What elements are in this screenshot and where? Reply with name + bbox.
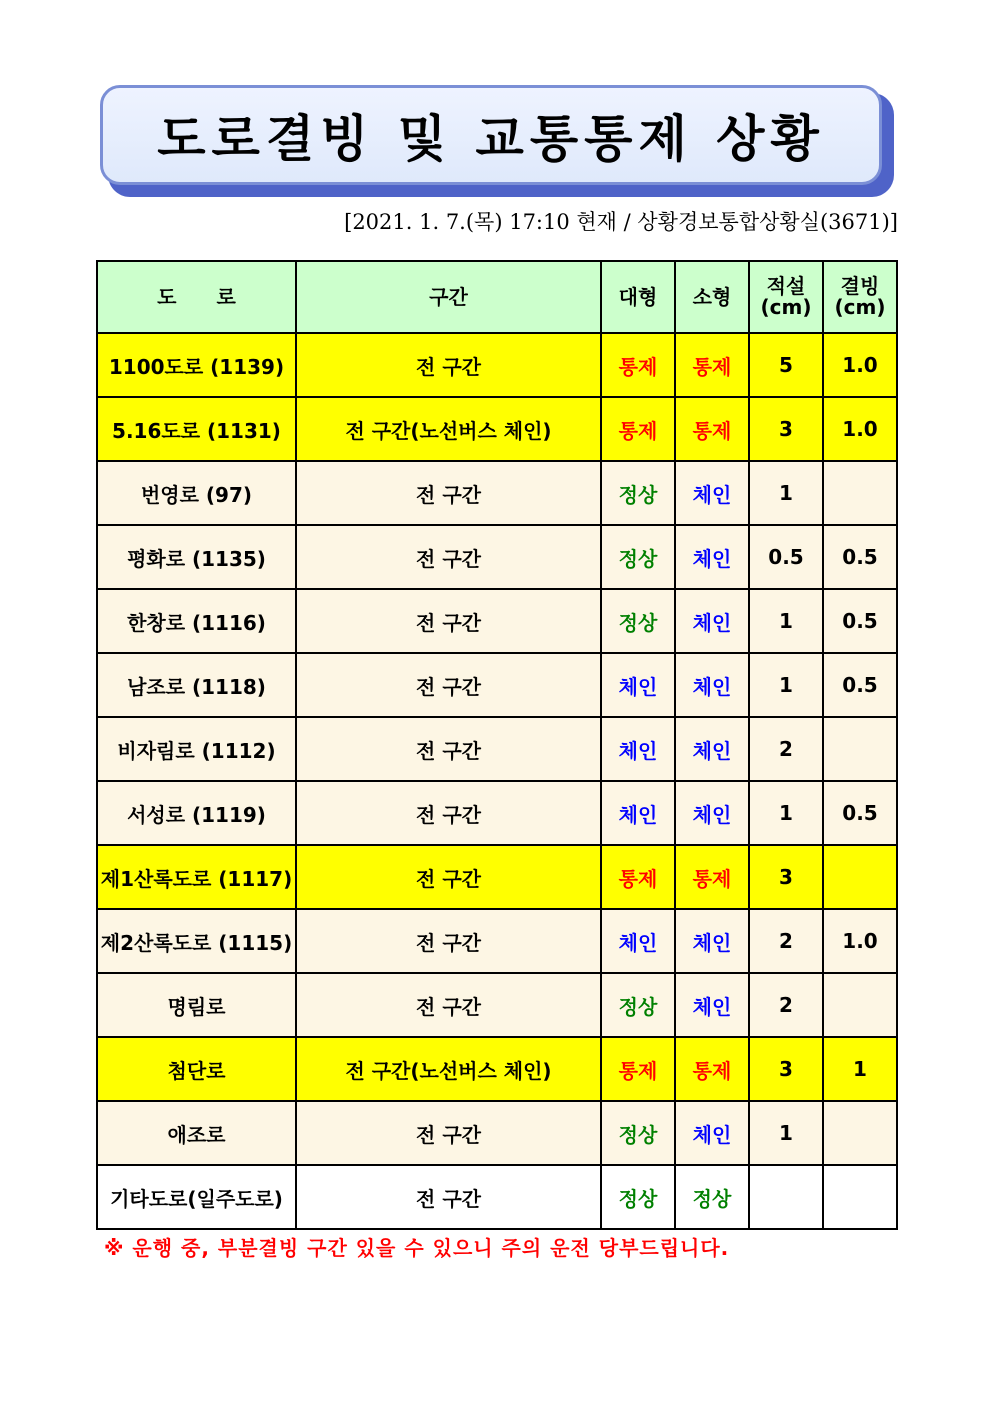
table-row — [97, 461, 897, 525]
road-name-cell: 한창로 (1116) — [97, 589, 296, 653]
table-row — [97, 845, 897, 909]
section-cell: 전 구간(노선버스 체인) — [296, 397, 601, 461]
table-row — [97, 1037, 897, 1101]
road-name-cell: 명림로 — [97, 973, 296, 1037]
section-cell: 전 구간 — [296, 333, 601, 397]
small-vehicle-status-cell: 체인 — [675, 717, 749, 781]
road-name-cell: 평화로 (1135) — [97, 525, 296, 589]
table-row — [97, 589, 897, 653]
road-status-table — [96, 260, 898, 1230]
section-cell: 전 구간(노선버스 체인) — [296, 1037, 601, 1101]
table-row — [97, 717, 897, 781]
small-vehicle-status-cell: 체인 — [675, 1101, 749, 1165]
header-snow — [749, 261, 823, 333]
large-vehicle-status-cell: 정상 — [601, 973, 675, 1037]
large-vehicle-status-cell: 통제 — [601, 1037, 675, 1101]
small-vehicle-status-cell: 정상 — [675, 1165, 749, 1229]
section-cell: 전 구간 — [296, 653, 601, 717]
header-snow-unit: (cm) — [760, 295, 812, 319]
table-row — [97, 781, 897, 845]
snow-depth-cell: 1 — [749, 461, 823, 525]
road-name-cell: 번영로 (97) — [97, 461, 296, 525]
section-cell: 전 구간 — [296, 1165, 601, 1229]
small-vehicle-status-cell: 체인 — [675, 909, 749, 973]
road-name-cell: 남조로 (1118) — [97, 653, 296, 717]
road-name-cell: 기타도로(일주도로) — [97, 1165, 296, 1229]
road-name-cell: 5.16도로 (1131) — [97, 397, 296, 461]
ice-depth-cell — [823, 973, 897, 1037]
small-vehicle-status-cell: 체인 — [675, 589, 749, 653]
table-row — [97, 1165, 897, 1229]
road-name-cell: 애조로 — [97, 1101, 296, 1165]
large-vehicle-status-cell: 정상 — [601, 1165, 675, 1229]
page-title: 도로결빙 및 교통통제 상황 — [157, 110, 825, 168]
large-vehicle-status-cell: 체인 — [601, 717, 675, 781]
table-row — [97, 973, 897, 1037]
header-small-vehicle: 소형 — [675, 261, 749, 333]
table-header-row — [97, 261, 897, 333]
table-row — [97, 653, 897, 717]
table-row — [97, 333, 897, 397]
large-vehicle-status-cell: 통제 — [601, 397, 675, 461]
table-row — [97, 397, 897, 461]
report-timestamp: [2021. 1. 7.(목) 17:10 현재 / 상황경보통합상황실(3671)] — [344, 210, 898, 234]
large-vehicle-status-cell: 통제 — [601, 333, 675, 397]
section-cell: 전 구간 — [296, 845, 601, 909]
large-vehicle-status-cell: 정상 — [601, 1101, 675, 1165]
small-vehicle-status-cell: 통제 — [675, 845, 749, 909]
ice-depth-cell — [823, 461, 897, 525]
snow-depth-cell: 0.5 — [749, 525, 823, 589]
ice-depth-cell: 0.5 — [823, 781, 897, 845]
snow-depth-cell: 3 — [749, 397, 823, 461]
snow-depth-cell: 1 — [749, 781, 823, 845]
section-cell: 전 구간 — [296, 589, 601, 653]
ice-depth-cell: 0.5 — [823, 589, 897, 653]
small-vehicle-status-cell: 체인 — [675, 461, 749, 525]
section-cell: 전 구간 — [296, 717, 601, 781]
large-vehicle-status-cell: 통제 — [601, 845, 675, 909]
ice-depth-cell: 1.0 — [823, 333, 897, 397]
snow-depth-cell: 1 — [749, 1101, 823, 1165]
ice-depth-cell — [823, 1101, 897, 1165]
small-vehicle-status-cell: 체인 — [675, 653, 749, 717]
ice-depth-cell: 1.0 — [823, 397, 897, 461]
large-vehicle-status-cell: 정상 — [601, 525, 675, 589]
small-vehicle-status-cell: 통제 — [675, 333, 749, 397]
ice-depth-cell: 1 — [823, 1037, 897, 1101]
ice-depth-cell: 0.5 — [823, 653, 897, 717]
snow-depth-cell — [749, 1165, 823, 1229]
road-name-cell: 첨단로 — [97, 1037, 296, 1101]
table-row — [97, 525, 897, 589]
ice-depth-cell: 1.0 — [823, 909, 897, 973]
road-name-cell: 제2산록도로 (1115) — [97, 909, 296, 973]
snow-depth-cell: 1 — [749, 589, 823, 653]
large-vehicle-status-cell: 체인 — [601, 781, 675, 845]
section-cell: 전 구간 — [296, 973, 601, 1037]
large-vehicle-status-cell: 정상 — [601, 461, 675, 525]
small-vehicle-status-cell: 체인 — [675, 525, 749, 589]
section-cell: 전 구간 — [296, 1101, 601, 1165]
snow-depth-cell: 5 — [749, 333, 823, 397]
ice-depth-cell: 0.5 — [823, 525, 897, 589]
ice-depth-cell — [823, 1165, 897, 1229]
header-ice-label: 결빙 — [840, 274, 880, 298]
small-vehicle-status-cell: 체인 — [675, 781, 749, 845]
header-ice — [823, 261, 897, 333]
snow-depth-cell: 2 — [749, 717, 823, 781]
road-name-cell: 제1산록도로 (1117) — [97, 845, 296, 909]
title-banner — [100, 85, 882, 185]
small-vehicle-status-cell: 통제 — [675, 397, 749, 461]
table-row — [97, 1101, 897, 1165]
ice-depth-cell — [823, 845, 897, 909]
header-ice-unit: (cm) — [834, 295, 886, 319]
section-cell: 전 구간 — [296, 781, 601, 845]
header-road: 도 로 — [97, 261, 296, 333]
large-vehicle-status-cell: 정상 — [601, 589, 675, 653]
snow-depth-cell: 2 — [749, 909, 823, 973]
snow-depth-cell: 2 — [749, 973, 823, 1037]
large-vehicle-status-cell: 체인 — [601, 909, 675, 973]
road-name-cell: 서성로 (1119) — [97, 781, 296, 845]
header-large-vehicle: 대형 — [601, 261, 675, 333]
snow-depth-cell: 3 — [749, 1037, 823, 1101]
caution-footnote: ※ 운행 중, 부분결빙 구간 있을 수 있으니 주의 운전 당부드립니다. — [104, 1236, 730, 1260]
header-snow-label: 적설 — [766, 274, 806, 298]
road-name-cell: 1100도로 (1139) — [97, 333, 296, 397]
small-vehicle-status-cell: 체인 — [675, 973, 749, 1037]
snow-depth-cell: 3 — [749, 845, 823, 909]
snow-depth-cell: 1 — [749, 653, 823, 717]
section-cell: 전 구간 — [296, 909, 601, 973]
small-vehicle-status-cell: 통제 — [675, 1037, 749, 1101]
ice-depth-cell — [823, 717, 897, 781]
section-cell: 전 구간 — [296, 461, 601, 525]
header-section: 구간 — [296, 261, 601, 333]
table-row — [97, 909, 897, 973]
table-body — [97, 333, 897, 1229]
road-name-cell: 비자림로 (1112) — [97, 717, 296, 781]
section-cell: 전 구간 — [296, 525, 601, 589]
large-vehicle-status-cell: 체인 — [601, 653, 675, 717]
